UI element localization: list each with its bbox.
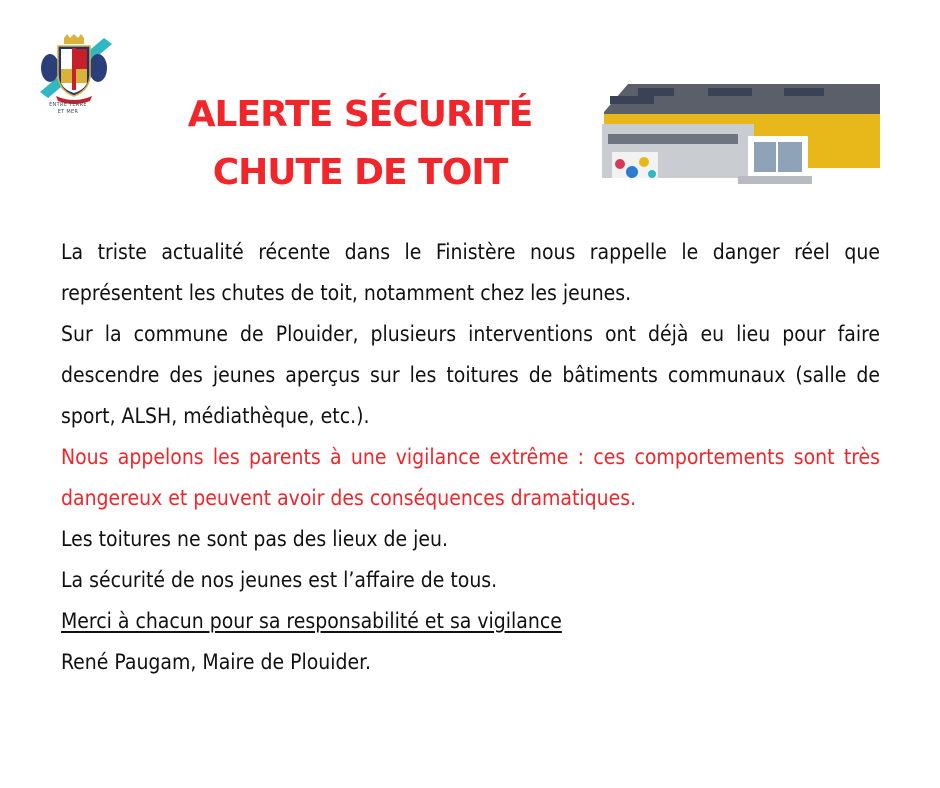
signature: René Paugam, Maire de Plouider. <box>61 650 371 674</box>
announcement-body <box>61 232 880 683</box>
alert-title <box>150 86 570 202</box>
title-line-2: CHUTE DE TOIT <box>212 152 508 193</box>
paragraph-thanks: Merci à chacun pour sa responsabilité et sa vigilance <box>61 609 562 633</box>
title-line-1: ALERTE SÉCURITÉ <box>187 94 533 135</box>
paragraph-safety: La sécurité de nos jeunes est l’affaire de tous. <box>61 568 498 592</box>
motto-text: ENTRE TERRE ET MER <box>49 102 87 115</box>
building-photo <box>598 78 882 196</box>
paragraph-warning: Nous appelons les parents à une vigilance extrême : ces comportements sont très dangereux et peuvent avoir des conséquences dramatiques. <box>61 445 880 510</box>
paragraph-intro: La triste actualité récente dans le Finistère nous rappelle le danger réel que représentent les chutes de toit, notamment chez les jeunes. <box>61 240 880 305</box>
paragraph-roofs: Les toitures ne sont pas des lieux de jeu. <box>61 527 449 551</box>
paragraph-interventions: Sur la commune de Plouider, plusieurs interventions ont déjà eu lieu pour faire descendre des jeunes aperçus sur les toitures de bâtiments communaux (salle de sport, ALSH, médiathèque, etc.). <box>61 322 880 428</box>
